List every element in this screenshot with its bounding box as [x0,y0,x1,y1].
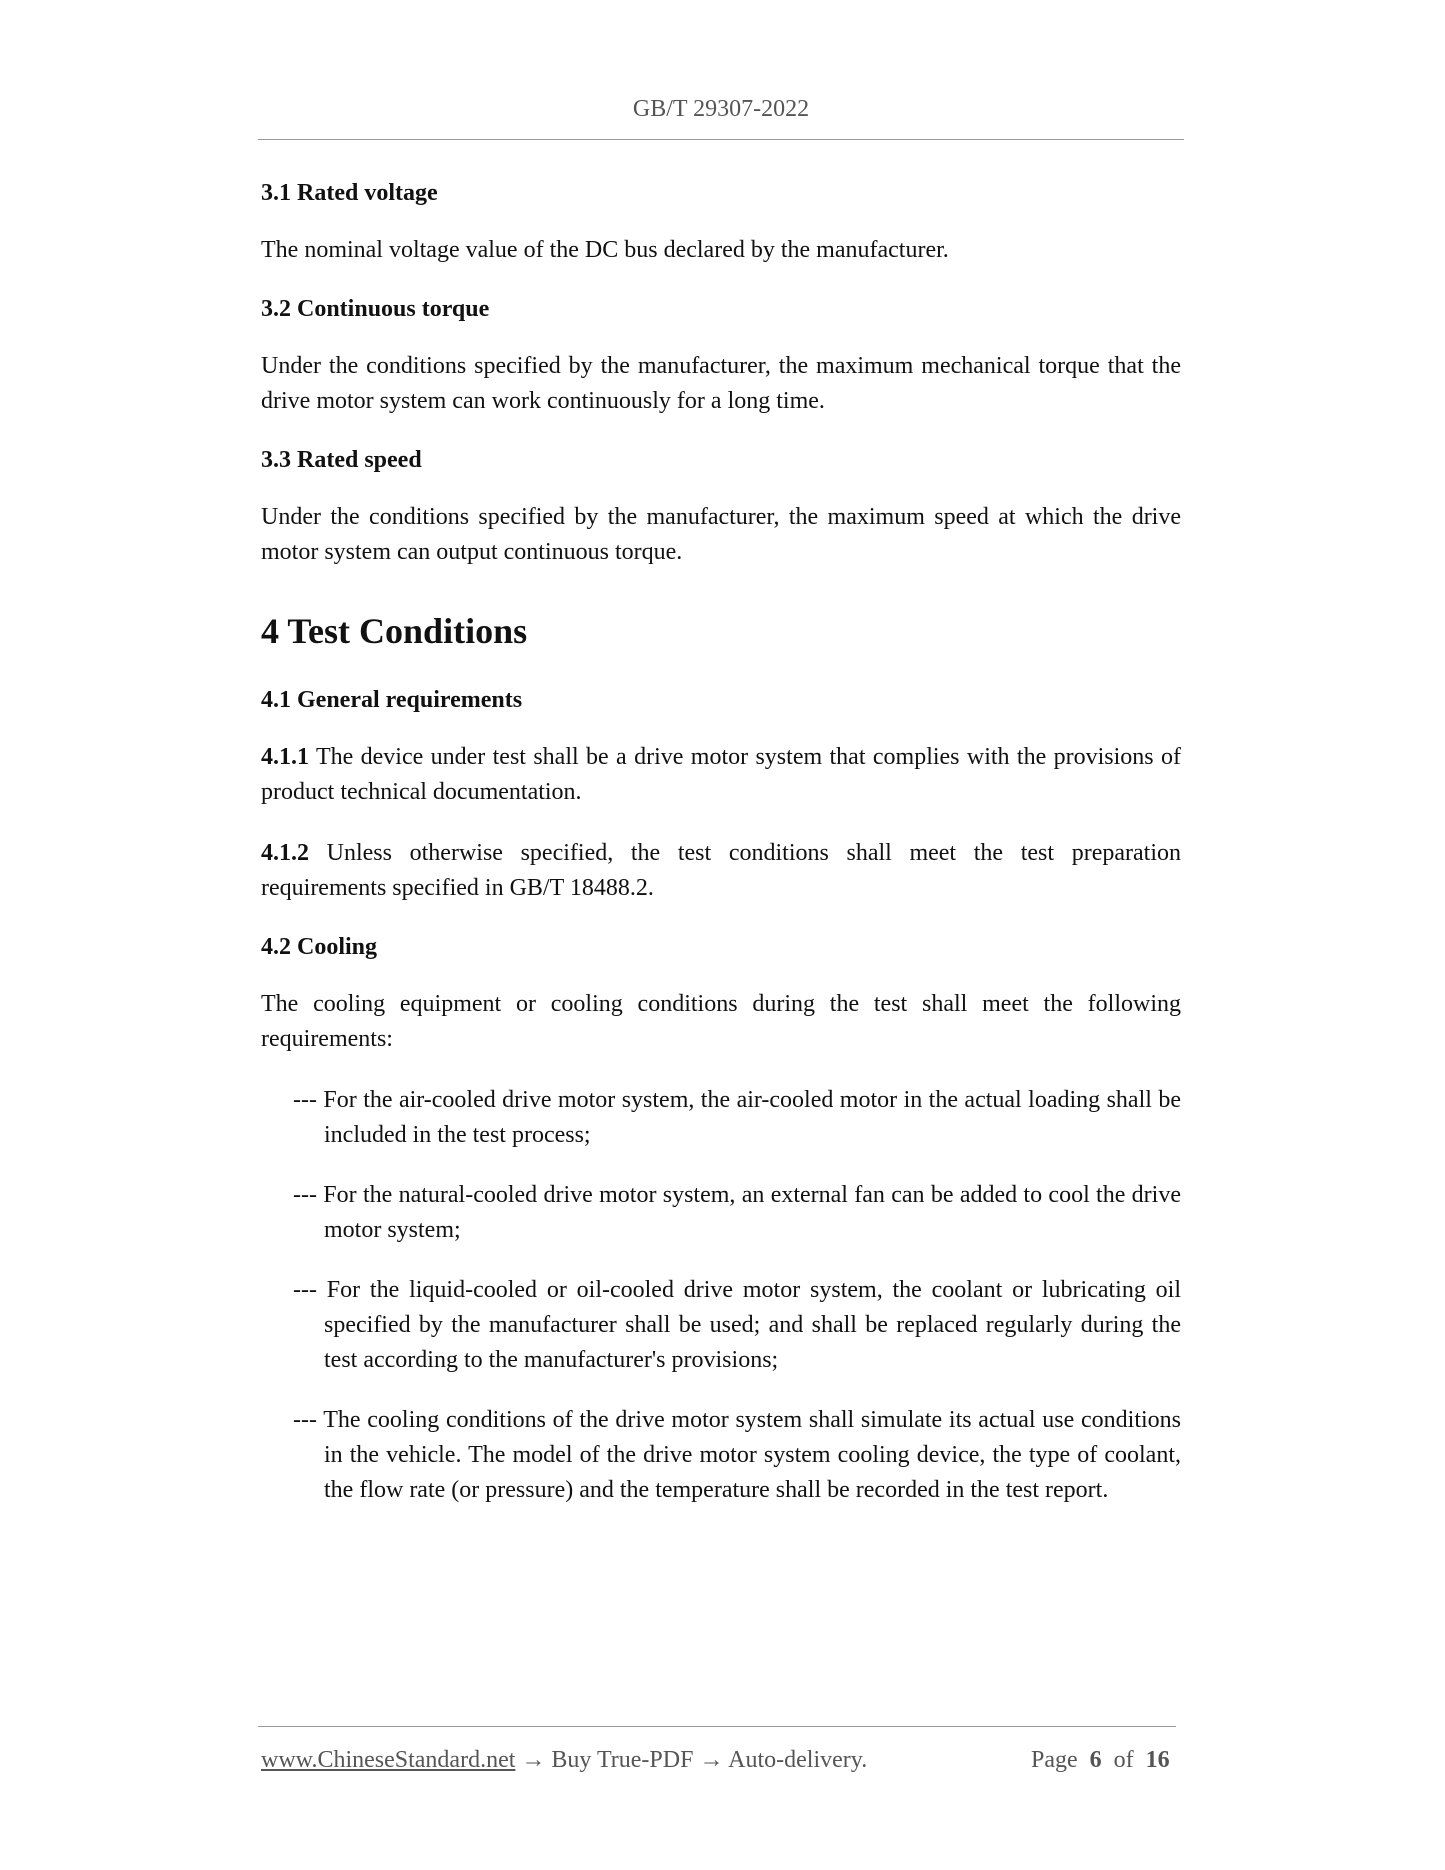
section-3-1-heading: 3.1 Rated voltage [261,180,438,206]
section-4-2-heading: 4.2 Cooling [261,934,378,960]
section-4-2-intro: The cooling equipment or cooling conditions during the test shall meet the following requirements: [261,991,1181,1052]
cooling-list-item: --- For the air-cooled drive motor system, the air-cooled motor in the actual loading shall be included in the test process; [293,1087,1181,1148]
clause-4-1-1-number: 4.1.1 [261,744,309,770]
clause-4-1-1-text: The device under test shall be a drive motor system that complies with the provisions of product technical documentation. [261,744,1181,805]
header-divider [258,139,1184,140]
section-3-2-heading: 3.2 Continuous torque [261,296,490,322]
section-3-1-text: The nominal voltage value of the DC bus declared by the manufacturer. [261,237,949,263]
clause-4-1-1 [261,740,1181,810]
section-3-2-text: Under the conditions specified by the manufacturer, the maximum mechanical torque that the drive motor system can work continuously for a long time. [261,353,1181,414]
footer-divider [258,1726,1176,1727]
section-3-3-heading: 3.3 Rated speed [261,447,422,473]
document-body [261,178,1181,1533]
cooling-list-item: --- The cooling conditions of the drive motor system shall simulate its actual use conditions in the vehicle. The model of the drive motor system cooling device, the type of coolant, the flow rate (or pressure) and the temperature shall be recorded in the test report. [293,1407,1181,1503]
section-4-heading: 4 Test Conditions [261,611,528,651]
section-4-1-heading: 4.1 General requirements [261,687,523,713]
page-total: 16 [1145,1747,1170,1773]
footer-buy-text: Buy True-PDF [551,1747,694,1773]
clause-4-1-2-number: 4.1.2 [261,840,309,866]
clause-4-1-2-text: Unless otherwise specified, the test conditions shall meet the test preparation requirements specified in GB/T 18488.2. [261,840,1181,901]
cooling-list-item: --- For the liquid-cooled or oil-cooled drive motor system, the coolant or lubricating oil specified by the manufacturer shall be used; and shall be replaced regularly during the test according to the manufacturer's provisions; [293,1277,1181,1373]
arrow-icon: → [699,1747,724,1773]
cooling-list-item: --- For the natural-cooled drive motor system, an external fan can be added to cool the drive motor system; [293,1182,1181,1243]
page-header-title: GB/T 29307-2022 [632,96,810,122]
clause-4-1-2 [261,836,1181,906]
section-3-3-text: Under the conditions specified by the manufacturer, the maximum speed at which the drive motor system can output continuous torque. [261,504,1181,565]
footer-promo [261,1745,867,1775]
page-indicator [1031,1745,1170,1775]
arrow-icon: → [521,1747,546,1773]
of-label: of [1113,1747,1134,1773]
page-number: 6 [1089,1747,1102,1773]
page-label: Page [1031,1747,1078,1773]
footer-website-link[interactable]: www.ChineseStandard.net [261,1747,516,1773]
footer-delivery-text: Auto-delivery. [728,1747,868,1773]
